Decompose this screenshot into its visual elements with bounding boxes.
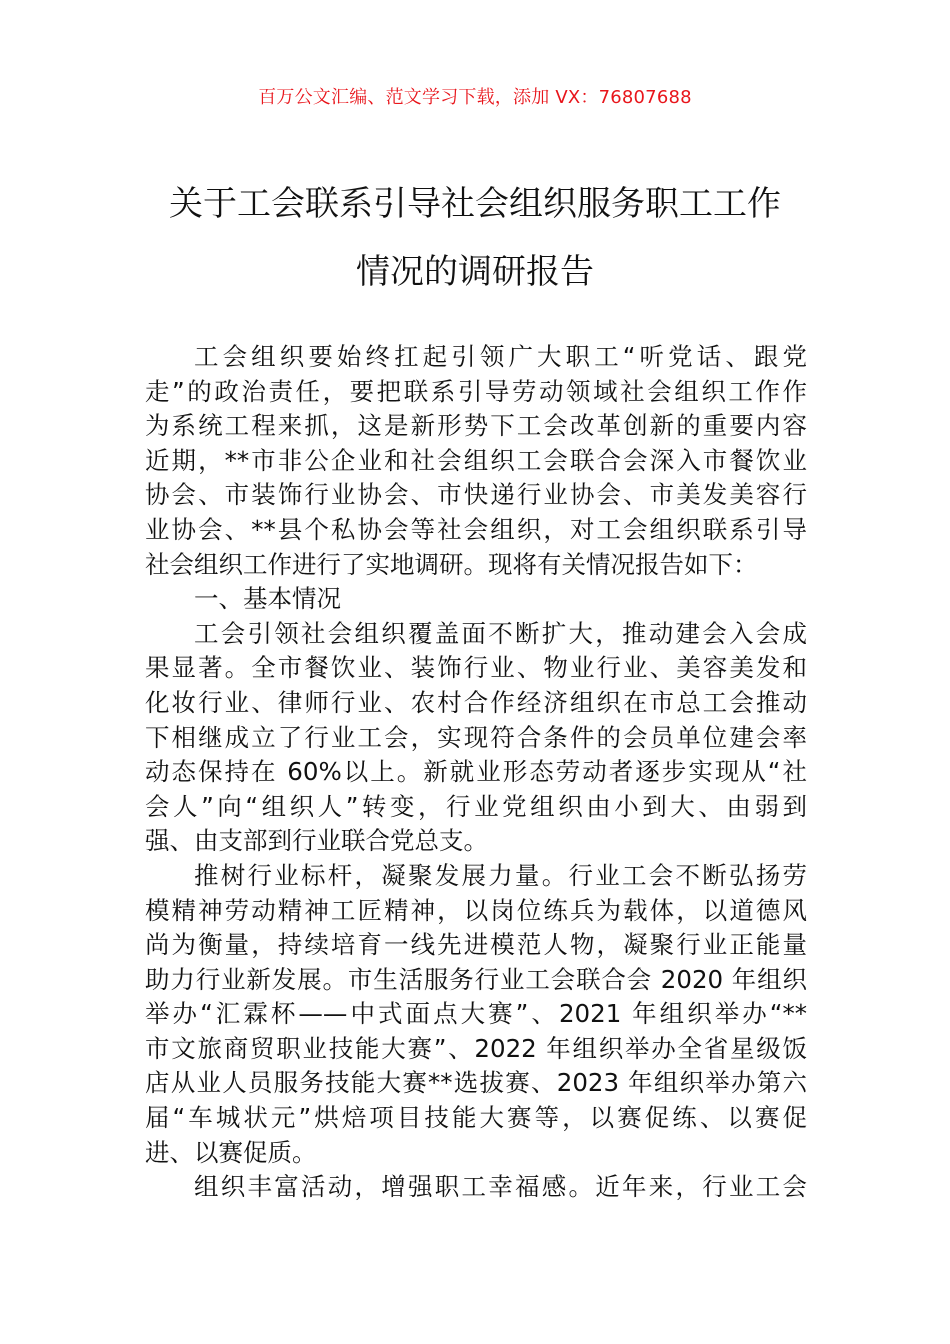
body-text-line: 模精神劳动精神工匠精神，以岗位练兵为载体，以道德风 xyxy=(145,895,807,925)
body-text-line: 助力行业新发展。市生活服务行业工会联合会 2020 年组织 xyxy=(145,964,807,994)
body-text-line: 届“车城状元”烘焙项目技能大赛等，以赛促练、以赛促 xyxy=(145,1103,807,1133)
body-text-line: 社会组织工作进行了实地调研。现将有关情况报告如下： xyxy=(145,549,758,579)
body-text-line: 组织丰富活动，增强职工幸福感。近年来，行业工会 xyxy=(194,1172,807,1202)
document-title-line-1: 关于工会联系引导社会组织服务职工工作 xyxy=(169,184,781,224)
body-text-line: 一、基本情况 xyxy=(194,584,341,614)
body-text-line: 会人”向“组织人”转变，行业党组织由小到大、由弱到 xyxy=(145,791,807,821)
body-text-line: 工会引领社会组织覆盖面不断扩大，推动建会入会成 xyxy=(194,618,807,648)
body-text-line: 动态保持在 60%以上。新就业形态劳动者逐步实现从“社 xyxy=(145,757,807,787)
body-text-line: 协会、市装饰行业协会、市快递行业协会、市美发美容行 xyxy=(145,480,807,510)
body-text-line: 下相继成立了行业工会，实现符合条件的会员单位建会率 xyxy=(145,722,807,752)
body-text-line: 举办“汇霖杯——中式面点大赛”、2021 年组织举办“** xyxy=(145,999,807,1029)
body-text-line: 店从业人员服务技能大赛**选拔赛、2023 年组织举办第六 xyxy=(145,1068,807,1098)
body-text-line: 业协会、**县个私协会等社会组织，对工会组织联系引导 xyxy=(145,514,807,544)
body-text-line: 近期，**市非公企业和社会组织工会联合会深入市餐饮业 xyxy=(145,445,807,475)
body-text-line: 为系统工程来抓，这是新形势下工会改革创新的重要内容 xyxy=(145,411,807,441)
body-text-line: 强、由支部到行业联合党总支。 xyxy=(145,826,488,856)
body-text-line: 走”的政治责任，要把联系引导劳动领域社会组织工作作 xyxy=(145,376,807,406)
body-text-line: 尚为衡量，持续培育一线先进模范人物，凝聚行业正能量 xyxy=(145,930,807,960)
body-text-line: 进、以赛促质。 xyxy=(145,1137,317,1167)
watermark-header: 百万公文汇编、范文学习下载，添加 VX：76807688 xyxy=(258,87,692,108)
document-body xyxy=(145,340,807,1205)
body-text-line: 市文旅商贸职业技能大赛”、2022 年组织举办全省星级饭 xyxy=(145,1033,807,1063)
body-text-line: 果显著。全市餐饮业、装饰行业、物业行业、美容美发和 xyxy=(145,653,807,683)
document-title-line-2: 情况的调研报告 xyxy=(356,252,594,292)
body-text-line: 化妆行业、律师行业、农村合作经济组织在市总工会推动 xyxy=(145,687,807,717)
body-text-line: 工会组织要始终扛起引领广大职工“听党话、跟党 xyxy=(194,342,807,371)
body-text-line: 推树行业标杆，凝聚发展力量。行业工会不断弘扬劳 xyxy=(194,860,807,890)
